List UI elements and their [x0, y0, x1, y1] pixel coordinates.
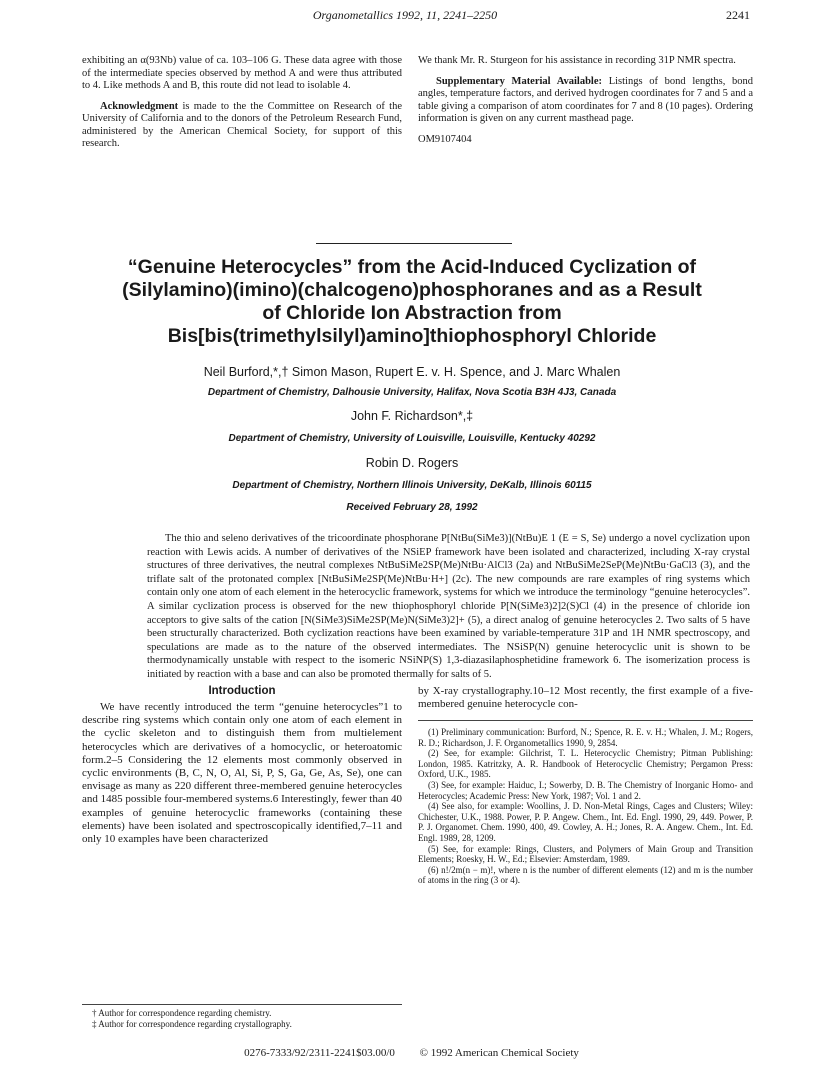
supplementary-label: Supplementary Material Available:: [436, 75, 603, 87]
footnote-item: † Author for correspondence regarding chemistry.: [92, 1008, 272, 1018]
title-line: “Genuine Heterocycles” from the Acid-Induced Cyclization of: [127, 256, 697, 278]
supplementary-text: Listings of bond lengths, bond angles, temperature factors, and derived hydrogen coordinates for 7 and 5 and a table giving a comparison of atom coordinates for 7 and 8 (10 pages). Ordering information is given on any current masthead page.: [418, 75, 754, 124]
reference-item: (3) See, for example: Haiduc, I.; Sowerby, D. B. The Chemistry of Inorganic Homo- and Heterocycles; Academic Press: New York, 1987; Vol. 1 and 2.: [418, 779, 753, 801]
author-footnotes: [82, 1008, 402, 1029]
copyright-notice: © 1992 American Chemical Society: [419, 1047, 579, 1059]
left-top-column: [82, 55, 402, 159]
article-title: [96, 256, 728, 348]
carryover-paragraph: exhibiting an α(93Nb) value of ca. 103–106 G. These data agree with those of the intermediate species observed by method A and were thus attributed to 4. Like methods A and B, this route did not lead to isolable 4.: [82, 55, 402, 91]
introduction-heading: Introduction: [208, 685, 276, 697]
title-line: of Chloride Ion Abstraction from: [262, 302, 562, 324]
reference-item: (1) Preliminary communication: Burford, N.; Spence, R. E. v. H.; Whalen, J. M.; Rogers, R. D.; Richardson, J. F. Organometallics 1990, 9, 2854.: [418, 727, 753, 748]
abstract: The thio and seleno derivatives of the tricoordinate phosphorane P[NtBu(SiMe3)](NtBu)E 1 (E = S, Se) undergo a novel cyclization upon reaction with Lewis acids. A number of derivatives of the NSiEP framework have been isolated and characterized, including X-ray crystal structures of three derivatives, the neutral complexes NtBuSiMe2SP(Me)NtBu·AlCl3 (2a) and NtBuSiMe2SeP(Me)NtBu·GaCl3 (3), and the triflate salt of the protonated complex [NtBuSiMe2SP(Me)NtBu·H+] (2c). The new compounds are rare examples of ring systems which contain only one atom of each element in the heterocyclic framework, systems for which we introduce the terminology “genuine heterocycles”. A similar cyclization process is observed for the new thiophosphoryl chloride P[N(SiMe3)2]2(S)Cl (4) in the presence of chloride ion acceptors to give salts of the cation [N(SiMe3)SiMe2SP(Me)N(SiMe3)2]+ (5), a direct analog of genuine heterocycles 2. Two salts of 5 have been structurally characterized. Both cyclization reactions have been examined by variable-temperature 31P and 1H NMR spectroscopy, and speculations are made as to the nature of the observed intermediates. The NSiSP(N) genuine heterocyclic unit is shown to be thermodynamically unstable with respect to the isomeric NSiNP(S) 1,3-diazasilaphosphetidine framework 6. The isomerization process is initiated by reaction with a base and can also be promoted thermally for salts of 5.: [147, 533, 750, 680]
acknowledgment-text: is made to the the Committee on Research of the University of California and to the donors of the Petroleum Research Fund, administered by the American Chemical Society, for support of this research.: [82, 100, 402, 149]
article-code: 0276-7333/92/2311-2241$03.00/0: [244, 1047, 395, 1059]
section-divider: [316, 243, 512, 244]
acknowledgment-label: Acknowledgment: [100, 100, 179, 112]
affiliation-3: Department of Chemistry, Northern Illinois University, DeKalb, Illinois 60115: [232, 480, 592, 491]
running-header: [60, 8, 750, 26]
reference-item: (5) See, for example: Rings, Clusters, and Polymers of Main Group and Transition Elements; Roesky, H. W., Ed.; Elsevier: Amsterdam, 1989.: [418, 843, 753, 865]
reference-item: (2) See, for example: Gilchrist, T. L. Heterocyclic Chemistry; Pitman Publishing: London, 1985. Katritzky, A. R. Handbook of Heterocyclic Chemistry; Pergamon Press: Oxford, U.K., 1985.: [418, 748, 753, 780]
page-number: 2241: [726, 8, 750, 22]
author-group-3: Robin D. Rogers: [365, 456, 459, 470]
author-group-2: John F. Richardson*,‡: [350, 409, 474, 423]
introduction-continued: by X-ray crystallography.10–12 Most recently, the first example of a five-membered genuine heterocycle con-: [418, 685, 753, 711]
journal-citation: Organometallics 1992, 11, 2241–2250: [312, 8, 498, 22]
footnote-divider: [82, 1004, 402, 1005]
page-footer: [0, 1047, 823, 1059]
affiliation-1: Department of Chemistry, Dalhousie University, Halifax, Nova Scotia B3H 4J3, Canada: [207, 387, 617, 398]
acknowledgment-paragraph: [82, 101, 402, 151]
supplementary-paragraph: [418, 76, 753, 126]
introduction-text: We have recently introduced the term “genuine heterocycles”1 to describe ring systems which contain only one atom of each element in the cyclic skeleton and to distinguish them from multielement heterocycles which are derivatives of a homocyclic, or heteroatomic form.2–5 Considering the 12 elements most commonly observed in cyclic environments (B, C, N, O, Al, Si, P, S, Ga, Ge, As, Se), one can envisage as many as 220 different three-membered genuine heterocycles and 1485 possible four-membered systems.6 Interestingly, fewer than 40 examples of genuine heterocyclic frameworks (containing these elements) have been isolated and spectroscopically identified,7–11 and only 10 examples have been characterized: [82, 701, 402, 846]
affiliation-2: Department of Chemistry, University of Louisville, Louisville, Kentucky 40292: [228, 433, 596, 444]
footnote-item: ‡ Author for correspondence regarding crystallography.: [92, 1018, 292, 1029]
thanks-paragraph: We thank Mr. R. Sturgeon for his assistance in recording 31P NMR spectra.: [418, 55, 736, 66]
title-line: (Silylamino)(imino)(chalcogeno)phosphoranes and as a Result: [122, 279, 702, 301]
references-divider: [418, 720, 753, 721]
right-top-column: [418, 55, 753, 146]
references-list: [418, 727, 753, 886]
title-line: Bis[bis(trimethylsilyl)amino]thiophosphoryl Chloride: [167, 325, 657, 347]
reference-item: (4) See also, for example: Woollins, J. D. Non-Metal Rings, Cages and Clusters; Wiley: Chichester, U.K., 1988. Power, P. P. Angew. Chem., Int. Ed. Engl. 1990, 29, 449. Power, P. P. J. Organomet. Chem. 1990, 400, 49. Cowley, A. H.; Jones, R. A. Angew. Chem., Int. Ed. Engl. 1989, 28, 1209.: [418, 801, 753, 843]
received-date: Received February 28, 1992: [346, 502, 478, 513]
reference-item: (6) n!/2m(n − m)!, where n is the number of different elements (12) and m is the number of atoms in the ring (3 or 4).: [418, 864, 753, 886]
manuscript-id: OM9107404: [418, 133, 472, 145]
author-group-1: Neil Burford,*,† Simon Mason, Rupert E. v. H. Spence, and J. Marc Whalen: [203, 365, 621, 379]
